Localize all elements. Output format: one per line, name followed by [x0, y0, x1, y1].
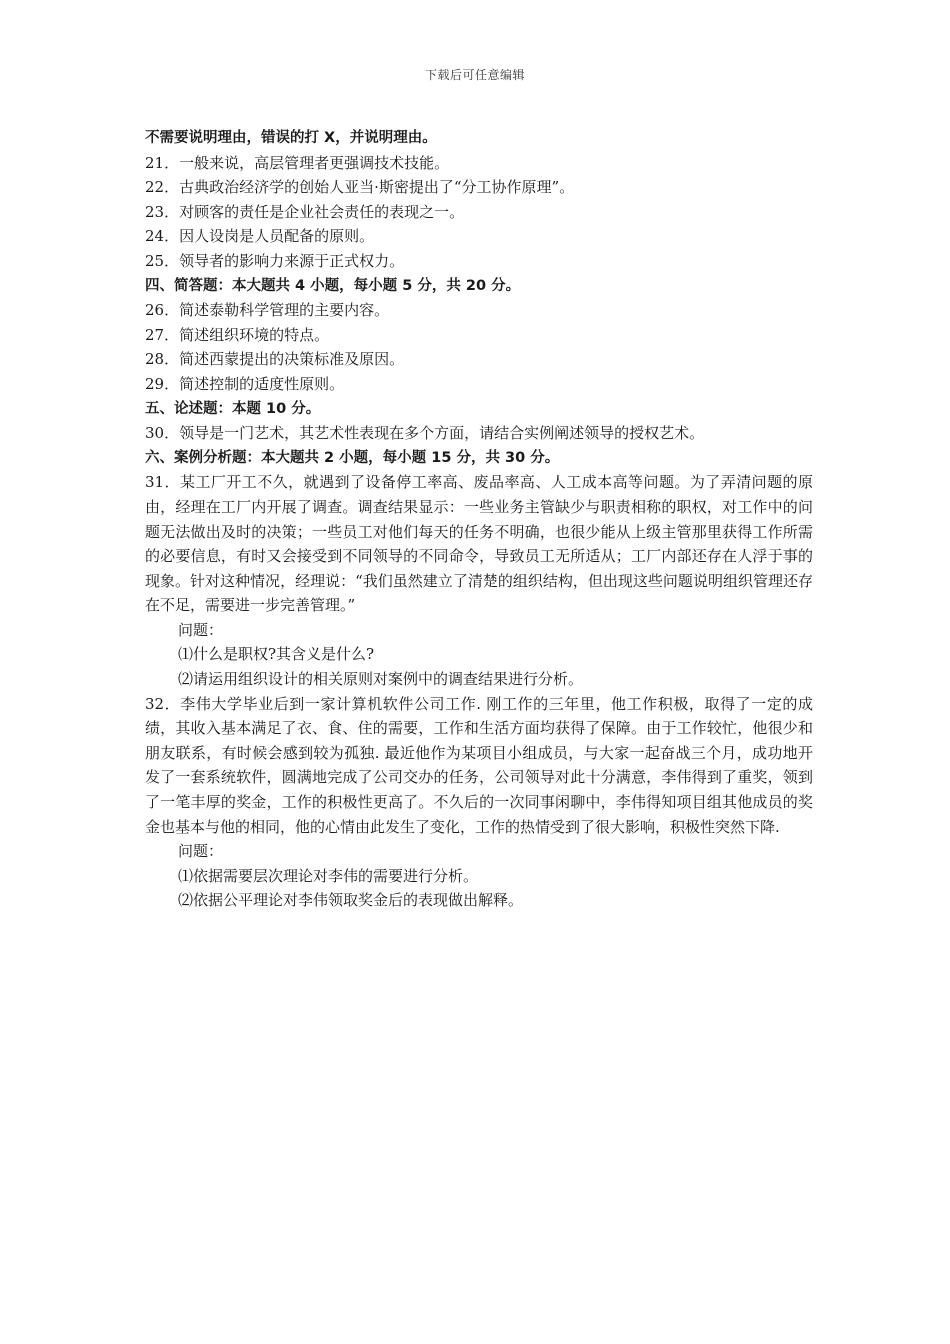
question-26: 26．简述泰勒科学管理的主要内容。 [145, 301, 390, 320]
question-25: 25．领导者的影响力来源于正式权力。 [145, 251, 405, 270]
case-32-text: 32．李伟大学毕业后到一家计算机软件公司工作. 刚工作的三年里，他工作积极，取得了一定的成绩，其收入基本满足了衣、食、住的需要，工作和生活方面均获得了保障。由于工作较忙，他很少和朋友联系，有时候会感到较为孤独. 最近他作为某项目小组成员，与大家一起奋战三个月，成功地开发了一套系统软件，圆满地完成了公司交办的任务，公司领导对此十分满意，李伟得到了重奖，领到了一笔丰厚的奖金，工作的积极性更高了。不久后的一次同事闲聊中，李伟得知项目组其他成员的奖金也基本与他的相同，他的心情由此发生了变化，工作的热情受到了很大影响，积极性突然下降. [145, 694, 813, 836]
section-heading-short-answer: 四、简答题：本大题共 4 小题，每小题 5 分，共 20 分。 [145, 277, 521, 294]
case-31-question-label: 问题： [178, 620, 224, 639]
question-30: 30．领导是一门艺术，其艺术性表现在多个方面，请结合实例阐述领导的授权艺术。 [145, 424, 705, 443]
question-24: 24．因人设岗是人员配备的原则。 [145, 227, 375, 246]
section-instruction: 不需要说明理由，错误的打 X，并说明理由。 [145, 130, 437, 146]
section-heading-essay: 五、论述题：本题 10 分。 [145, 400, 321, 417]
question-22: 22．古典政治经济学的创始人亚当·斯密提出了“分工协作原理”。 [145, 178, 575, 197]
case-31-question-2: ⑵请运用组织设计的相关原则对案例中的调查结果进行分析。 [178, 670, 584, 689]
case-32-question-1: ⑴依据需要层次理论对李伟的需要进行分析。 [178, 866, 479, 885]
question-27: 27．简述组织环境的特点。 [145, 325, 330, 344]
case-32-question-2: ⑵依据公平理论对李伟领取奖金后的表现做出解释。 [178, 891, 524, 910]
question-21: 21．一般来说，高层管理者更强调技术技能。 [145, 153, 450, 172]
page-header: 下载后可任意编辑 [424, 68, 525, 82]
case-31-text: 31．某工厂开工不久，就遇到了设备停工率高、废品率高、人工成本高等问题。为了弄清问题的原由，经理在工厂内开展了调查。调查结果显示：一些业务主管缺少与职责相称的职权，对工作中的问题无法做出及时的决策；一些员工对他们每天的任务不明确，也很少能从上级主管那里获得工作所需的必要信息，有时又会接受到不同领导的不同命令，导致员工无所适从；工厂内部还存在人浮于事的现象。针对这种情况，经理说：“我们虽然建立了清楚的组织结构，但出现这些问题说明组织管理还存在不足，需要进一步完善管理。” [145, 473, 813, 615]
question-29: 29．简述控制的适度性原则。 [145, 374, 345, 393]
case-32-question-label: 问题： [178, 842, 224, 861]
case-31-question-1: ⑴什么是职权?其含义是什么? [178, 645, 375, 664]
document-body [145, 126, 813, 913]
question-23: 23．对顾客的责任是企业社会责任的表现之一。 [145, 202, 465, 221]
question-28: 28．简述西蒙提出的决策标准及原因。 [145, 350, 405, 369]
section-heading-case-analysis: 六、案例分析题：本大题共 2 小题，每小题 15 分，共 30 分。 [145, 449, 560, 466]
